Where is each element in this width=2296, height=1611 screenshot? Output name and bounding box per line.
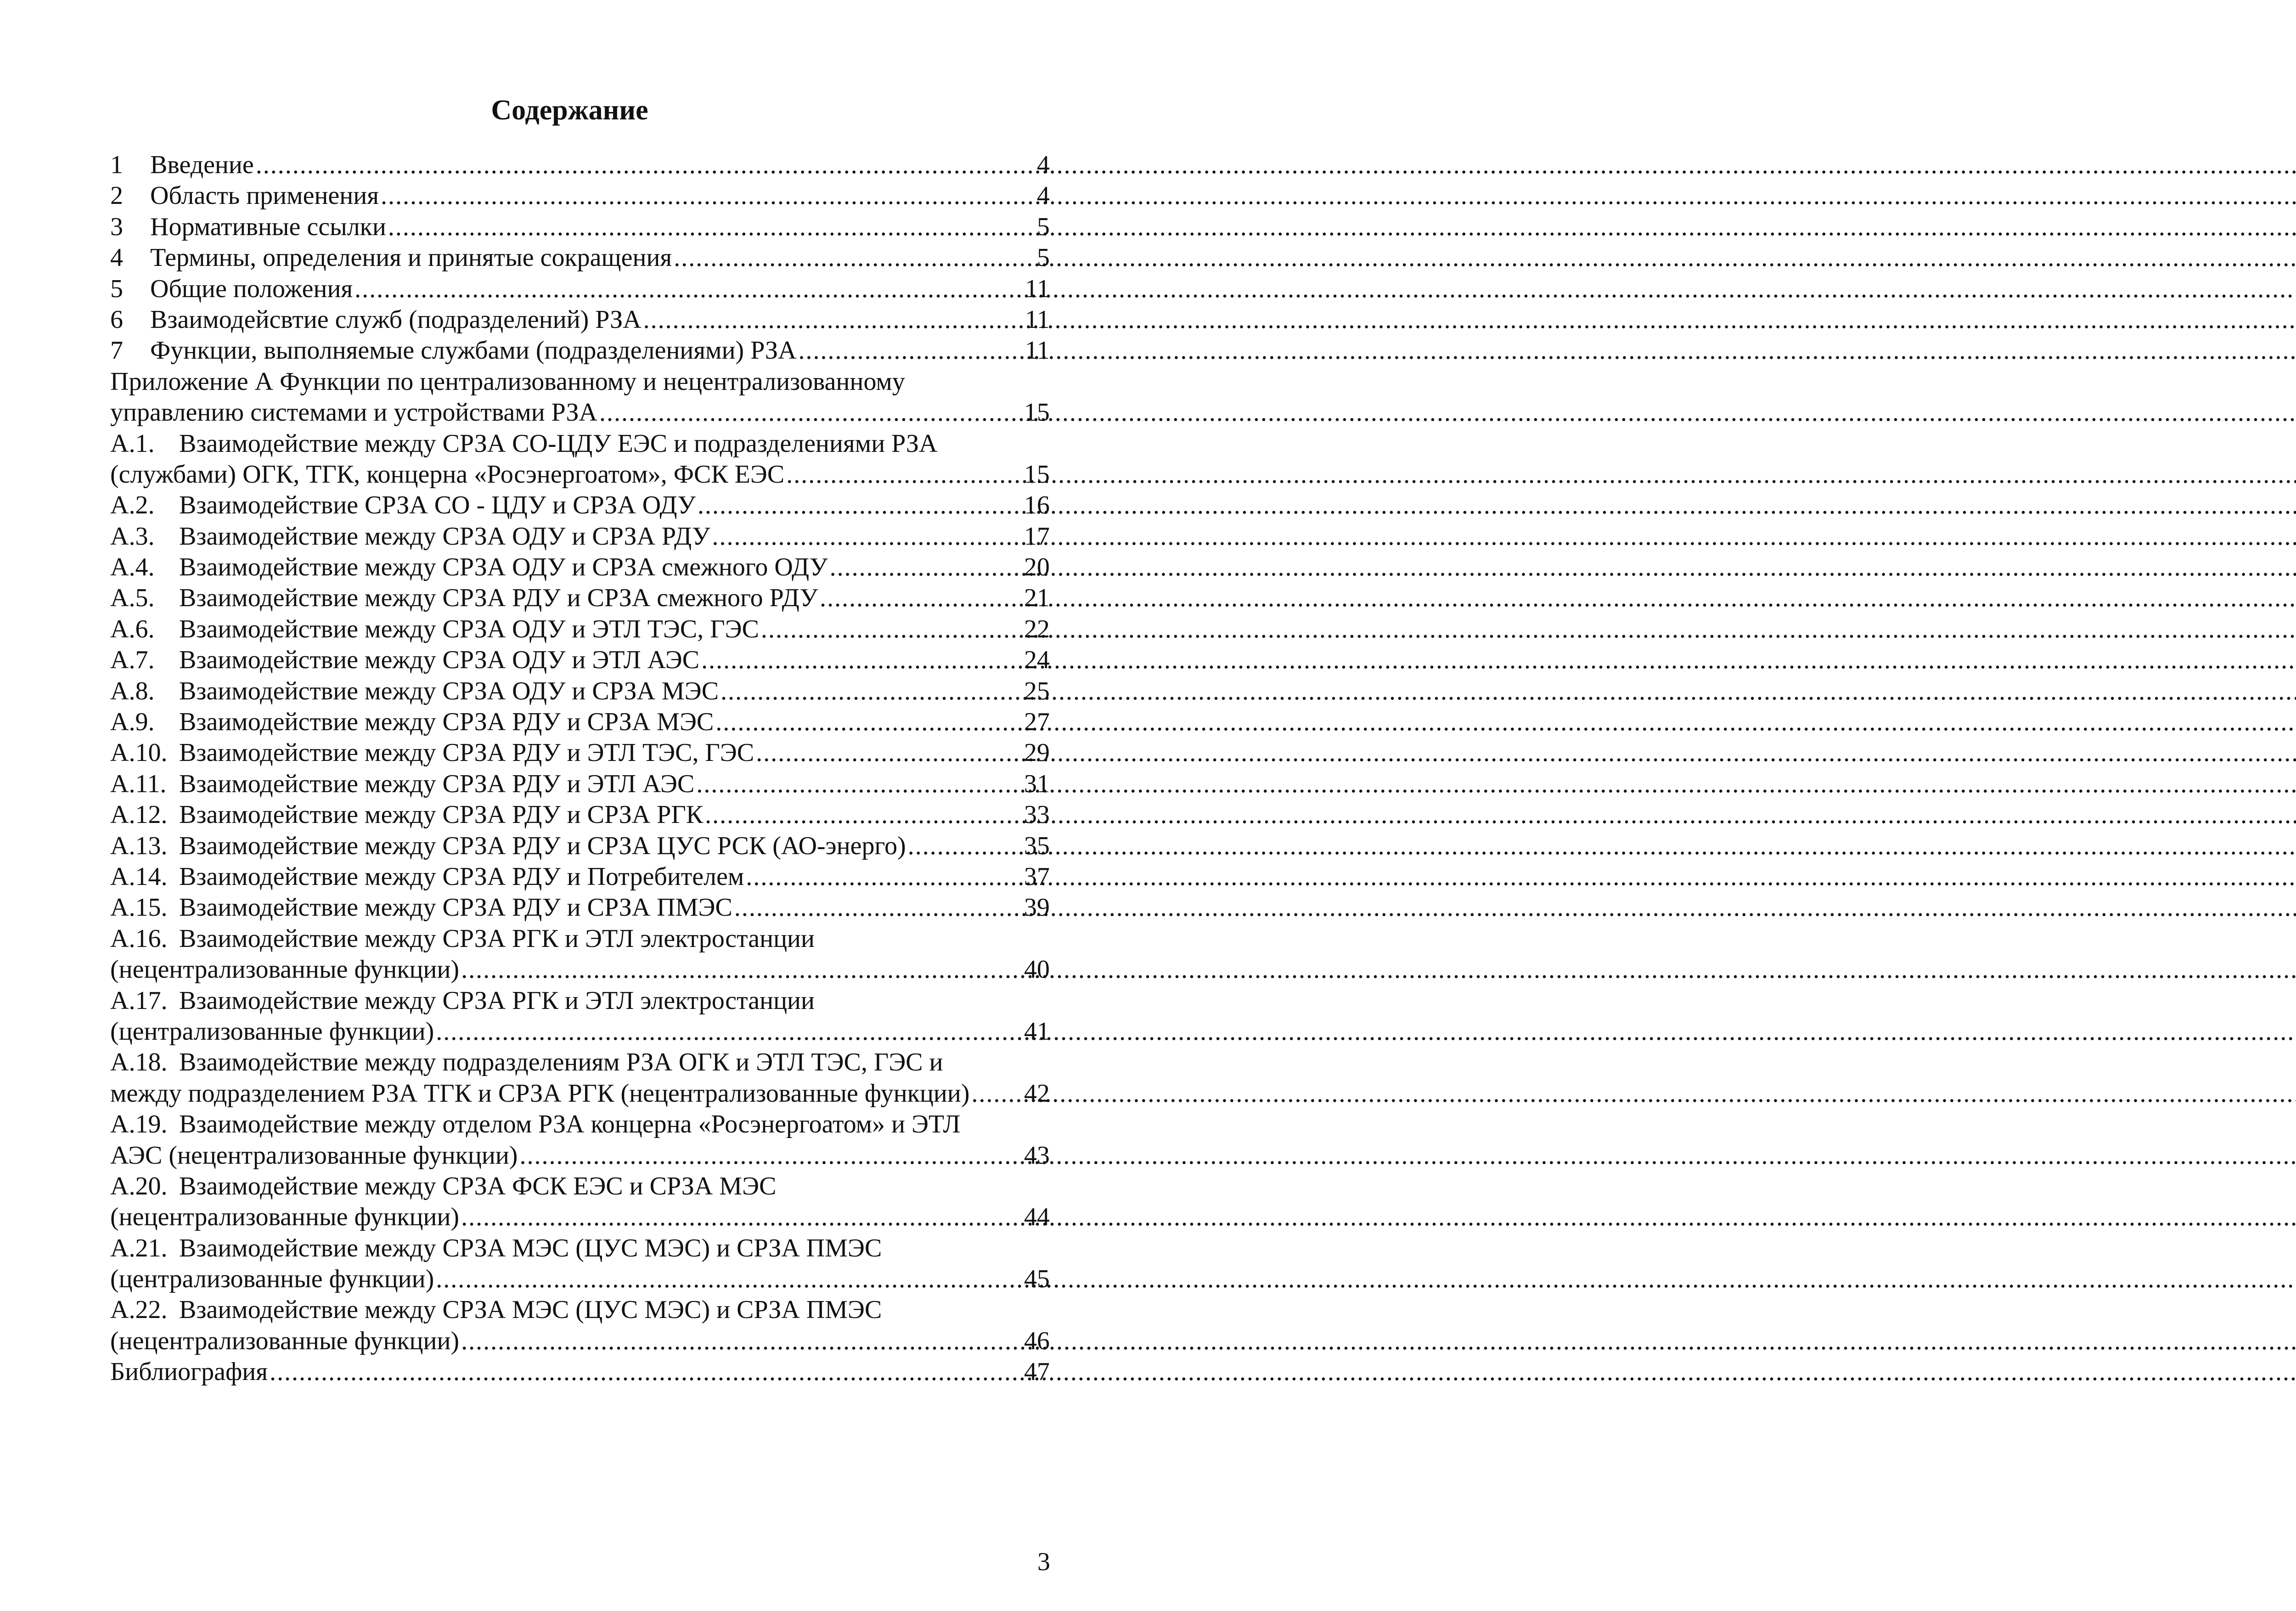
toc-entry-number: 5: [110, 274, 123, 303]
dot-leader: [696, 769, 1022, 800]
toc-entry-title: Взаимодействие между СРЗА РДУ и СРЗА смежного РДУ: [179, 584, 818, 613]
toc-entry-a7[interactable]: [110, 645, 1050, 676]
toc-entry-a16[interactable]: [110, 924, 1050, 986]
toc-entry-number: А.1.: [110, 429, 155, 458]
toc-entry-page: 45: [1024, 1265, 1050, 1294]
toc-entry-title: Взаимодействие между СРЗА ФСК ЕЭС и СРЗА МЭС: [179, 1172, 777, 1200]
toc-entry-number: А.8.: [110, 676, 155, 705]
toc-entry-a8[interactable]: [110, 676, 1050, 707]
toc-entry-a11[interactable]: [110, 769, 1050, 800]
toc-entry-title: Нормативные ссылки: [150, 212, 386, 241]
toc-entry-number: А.6.: [110, 614, 155, 643]
toc-entry-page: 33: [1024, 800, 1050, 829]
toc-entry-title: Взаимодейсвтие служб (подразделений) РЗА: [150, 305, 642, 334]
toc-entry-a14[interactable]: [110, 862, 1050, 892]
dot-leader: [674, 242, 1035, 273]
dot-leader: [436, 1264, 1022, 1295]
toc-entry-page: 5: [1037, 243, 1050, 272]
toc-entry-a19[interactable]: [110, 1109, 1050, 1171]
dot-leader: [820, 583, 1022, 614]
toc-entry-page: 46: [1024, 1326, 1050, 1355]
dot-leader: [734, 892, 1022, 923]
toc-entry-title: Взаимодействие между СРЗА ОДУ и СРЗА смежного ОДУ: [179, 553, 828, 582]
dot-leader: [756, 738, 1022, 768]
toc-entry-number: А.15.: [110, 893, 168, 922]
dot-leader: [256, 150, 1035, 180]
toc-entry-page: 4: [1037, 181, 1050, 210]
toc-entry-title: Взаимодействие СРЗА СО - ЦДУ и СРЗА ОДУ: [179, 491, 696, 520]
toc-entry-page: 47: [1024, 1358, 1050, 1386]
dot-leader: [705, 800, 1022, 830]
toc-entry-number: А.18.: [110, 1048, 168, 1077]
toc-entry-title-continued: (службами) ОГК, ТГК, концерна «Росэнергоатом», ФСК ЕЭС: [110, 460, 785, 489]
toc-entry-page: 22: [1024, 614, 1050, 643]
toc-entry-bibliography[interactable]: [110, 1357, 1050, 1387]
toc-entry-title: Взаимодействие между подразделениям РЗА ОГК и ЭТЛ ТЭС, ГЭС и: [179, 1048, 943, 1077]
toc-entry-page: 43: [1024, 1141, 1050, 1170]
toc-entry-number: А.4.: [110, 553, 155, 582]
toc-entry-page: 20: [1024, 553, 1050, 582]
toc-entry-title: Взаимодействие между СРЗА МЭС (ЦУС МЭС) и СРЗА ПМЭС: [179, 1296, 882, 1324]
toc-entry-a5[interactable]: [110, 583, 1050, 614]
toc-entry-page: 15: [1024, 460, 1050, 489]
toc-entry-a12[interactable]: [110, 800, 1050, 830]
toc-entry-page: 42: [1024, 1079, 1050, 1108]
toc-entry-title-continued: между подразделением РЗА ТГК и СРЗА РГК (нецентрализованные функции): [110, 1079, 970, 1108]
toc-entry-title-continued: (нецентрализованные функции): [110, 1326, 460, 1355]
dot-leader: [461, 1326, 1022, 1357]
toc-entry-2[interactable]: [110, 180, 1050, 211]
toc-entry-title: Взаимодействие между СРЗА РГК и ЭТЛ электростанции: [179, 924, 815, 953]
toc-entry-title: Функции, выполняемые службами (подразделениями) РЗА: [150, 336, 797, 365]
toc-entry-title: Взаимодействие между СРЗА ОДУ и СРЗА МЭС: [179, 676, 719, 705]
toc-entry-page: 40: [1024, 955, 1050, 984]
toc-entry-a18[interactable]: [110, 1047, 1050, 1109]
toc-entry-number: А.16.: [110, 924, 168, 953]
toc-entry-number: А.2.: [110, 491, 155, 520]
toc-entry-number: 6: [110, 305, 123, 334]
toc-entry-number: А.9.: [110, 708, 155, 737]
toc-entry-title: Общие положения: [150, 274, 353, 303]
toc-entry-number: 2: [110, 181, 123, 210]
page-number: 3: [1037, 1548, 1050, 1576]
toc-entry-a17[interactable]: [110, 986, 1050, 1048]
toc-entry-title-continued: управлению системами и устройствами РЗА: [110, 398, 597, 427]
toc-entry-a2[interactable]: [110, 490, 1050, 521]
toc-entry-number: А.5.: [110, 584, 155, 613]
toc-entry-a22[interactable]: [110, 1295, 1050, 1357]
toc-entry-title: Взаимодействие между СРЗА ОДУ и ЭТЛ АЭС: [179, 646, 700, 675]
toc-entry-number: А.19.: [110, 1110, 168, 1139]
dot-leader: [270, 1357, 1022, 1387]
toc-entry-page: 35: [1024, 831, 1050, 860]
toc-entry-a3[interactable]: [110, 521, 1050, 552]
toc-entry-title: Взаимодействие между СРЗА РДУ и ЭТЛ АЭС: [179, 769, 695, 798]
toc-entry-a15[interactable]: [110, 892, 1050, 923]
dot-leader: [436, 1016, 1022, 1047]
dot-leader: [720, 676, 1022, 707]
toc-entry-number: А.7.: [110, 646, 155, 675]
dot-leader: [519, 1140, 1022, 1171]
toc-entry-title: Взаимодействие между отделом РЗА концерна «Росэнергоатом» и ЭТЛ: [179, 1110, 961, 1139]
toc-entry-title: Взаимодействие между СРЗА РДУ и Потребителем: [179, 862, 744, 891]
toc-entry-title: Взаимодействие между СРЗА РДУ и ЭТЛ ТЭС, ГЭС: [179, 738, 754, 767]
toc-entry-number: А.13.: [110, 831, 168, 860]
toc-entry-page: 25: [1024, 676, 1050, 705]
toc-entry-page: 15: [1024, 398, 1050, 427]
toc-entry-title-continued: (нецентрализованные функции): [110, 1203, 460, 1232]
toc-entry-title: Введение: [150, 151, 254, 179]
toc-entry-appendix-a[interactable]: [110, 366, 1050, 428]
dot-leader: [381, 180, 1035, 211]
toc-entry-title-continued: (централизованные функции): [110, 1017, 434, 1046]
toc-entry-a6[interactable]: [110, 614, 1050, 645]
toc-entry-number: А.14.: [110, 862, 168, 891]
toc-entry-page: 11: [1025, 305, 1050, 334]
table-of-contents: [110, 150, 1050, 1388]
toc-entry-number: А.11.: [110, 769, 167, 798]
toc-entry-page: 24: [1024, 646, 1050, 675]
dot-leader: [643, 304, 1023, 335]
toc-entry-1[interactable]: [110, 150, 1050, 180]
toc-entry-page: 41: [1024, 1017, 1050, 1046]
toc-entry-title-continued: АЭС (нецентрализованные функции): [110, 1141, 518, 1170]
dot-leader: [761, 614, 1022, 645]
dot-leader: [799, 335, 1024, 366]
toc-entry-number: А.12.: [110, 800, 168, 829]
toc-entry-number: 7: [110, 336, 123, 365]
toc-entry-title: Взаимодействие между СРЗА РДУ и СРЗА РГК: [179, 800, 703, 829]
document-page: [0, 0, 1139, 1611]
dot-leader: [746, 862, 1022, 892]
toc-entry-title: Взаимодействие между СРЗА РГК и ЭТЛ электростанции: [179, 986, 815, 1015]
toc-entry-7[interactable]: [110, 335, 1050, 366]
dot-leader: [599, 397, 1022, 428]
toc-entry-number: 1: [110, 151, 123, 179]
toc-entry-page: 11: [1025, 336, 1050, 365]
toc-entry-number: А.10.: [110, 738, 168, 767]
toc-entry-title: Взаимодействие между СРЗА ОДУ и СРЗА РДУ: [179, 522, 710, 551]
toc-entry-a20[interactable]: [110, 1171, 1050, 1233]
dot-leader: [698, 490, 1022, 521]
toc-entry-4[interactable]: [110, 242, 1050, 273]
toc-entry-3[interactable]: [110, 212, 1050, 242]
toc-entry-title: Взаимодействие между СРЗА ОДУ и ЭТЛ ТЭС, ГЭС: [179, 614, 759, 643]
dot-leader: [461, 954, 1022, 985]
toc-entry-title: Библиография: [110, 1358, 268, 1386]
toc-entry-number: 4: [110, 243, 123, 272]
toc-entry-title: Термины, определения и принятые сокращения: [150, 243, 672, 272]
toc-entry-a10[interactable]: [110, 738, 1050, 768]
toc-entry-page: 5: [1037, 212, 1050, 241]
toc-entry-a9[interactable]: [110, 707, 1050, 738]
dot-leader: [786, 459, 1022, 490]
toc-entry-title: Взаимодействие между СРЗА СО-ЦДУ ЕЭС и подразделениями РЗА: [179, 429, 938, 458]
toc-entry-a4[interactable]: [110, 552, 1050, 583]
toc-entry-page: 4: [1037, 151, 1050, 179]
toc-entry-title: Взаимодействие между СРЗА МЭС (ЦУС МЭС) и СРЗА ПМЭС: [179, 1234, 882, 1262]
dot-leader: [355, 274, 1023, 304]
dot-leader: [461, 1202, 1022, 1233]
dot-leader: [908, 831, 1022, 862]
dot-leader: [830, 552, 1022, 583]
toc-entry-a21[interactable]: [110, 1233, 1050, 1295]
toc-entry-number: А.17.: [110, 986, 168, 1015]
toc-entry-number: А.21.: [110, 1234, 168, 1262]
toc-entry-5[interactable]: [110, 274, 1050, 304]
toc-entry-number: А.22.: [110, 1296, 168, 1324]
dot-leader: [712, 521, 1022, 552]
toc-entry-title: Взаимодействие между СРЗА РДУ и СРЗА ЦУС РСК (АО-энерго): [179, 831, 906, 860]
toc-entry-number: А.20.: [110, 1172, 168, 1200]
dot-leader: [972, 1078, 1022, 1109]
toc-entry-page: 11: [1025, 274, 1050, 303]
toc-entry-title-continued: (централизованные функции): [110, 1265, 434, 1294]
toc-entry-title-continued: (нецентрализованные функции): [110, 955, 460, 984]
toc-entry-number: А.3.: [110, 522, 155, 551]
toc-entry-page: 27: [1024, 708, 1050, 737]
toc-entry-page: 17: [1024, 522, 1050, 551]
toc-entry-title: Взаимодействие между СРЗА РДУ и СРЗА МЭС: [179, 708, 714, 737]
dot-leader: [388, 212, 1035, 242]
toc-entry-number: 3: [110, 212, 123, 241]
toc-entry-page: 16: [1024, 491, 1050, 520]
toc-entry-6[interactable]: [110, 304, 1050, 335]
toc-entry-page: 29: [1024, 738, 1050, 767]
toc-entry-page: 31: [1024, 769, 1050, 798]
page-title: Содержание: [491, 95, 648, 126]
toc-entry-title: Область применения: [150, 181, 379, 210]
toc-entry-a1[interactable]: [110, 428, 1050, 490]
toc-entry-a13[interactable]: [110, 831, 1050, 862]
dot-leader: [715, 707, 1022, 738]
dot-leader: [701, 645, 1022, 676]
toc-entry-page: 37: [1024, 862, 1050, 891]
toc-entry-page: 21: [1024, 584, 1050, 613]
toc-entry-page: 44: [1024, 1203, 1050, 1232]
toc-entry-title: Взаимодействие между СРЗА РДУ и СРЗА ПМЭС: [179, 893, 732, 922]
toc-entry-title: Приложение А Функции по централизованному и нецентрализованному: [110, 367, 905, 396]
toc-entry-page: 39: [1024, 893, 1050, 922]
